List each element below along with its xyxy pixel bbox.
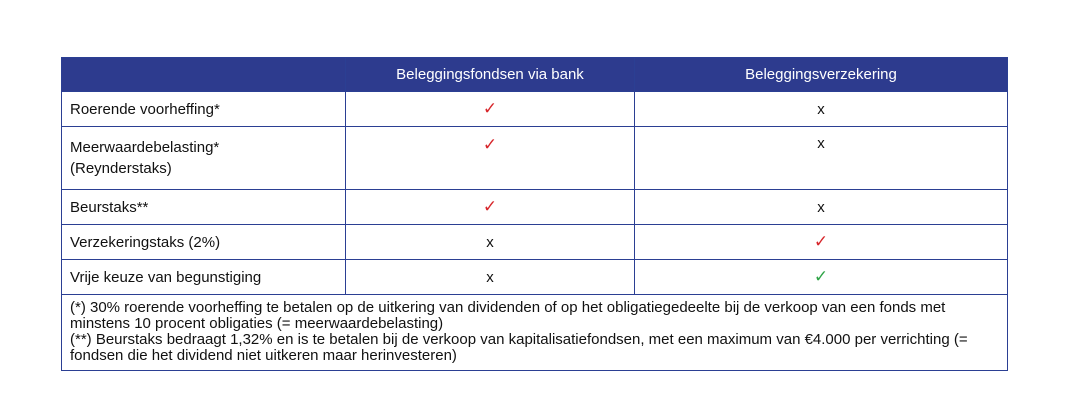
row-label: Verzekeringstaks (2%) <box>62 225 346 260</box>
row-label-line1: Meerwaardebelasting* <box>70 139 220 156</box>
bank-cell <box>346 127 635 190</box>
comparison-table-container <box>61 57 1007 371</box>
row-label <box>62 127 346 190</box>
insurance-cell <box>635 225 1008 260</box>
insurance-cell <box>635 92 1008 127</box>
comparison-table <box>61 57 1008 371</box>
header-insurance: Beleggingsverzekering <box>635 58 1008 92</box>
checkmark-icon: ✓ <box>813 232 829 251</box>
cross-icon: x <box>817 100 825 118</box>
row-label-line2: (Reynderstaks) <box>70 160 172 177</box>
table-row <box>62 225 1008 260</box>
table-row <box>62 190 1008 225</box>
checkmark-icon: ✓ <box>482 197 498 216</box>
table-row <box>62 92 1008 127</box>
checkmark-icon: ✓ <box>482 135 498 154</box>
insurance-cell <box>635 127 1008 190</box>
table-row <box>62 260 1008 295</box>
table-header-row <box>62 58 1008 92</box>
footnote-1: (*) 30% roerende voorheffing te betalen op de uitkering van dividenden of op het obligatiegedeelte bij de verkoop van een fonds met minstens 10 procent obligaties (= meerwaardebelasting) <box>70 299 946 332</box>
row-label: Vrije keuze van begunstiging <box>62 260 346 295</box>
bank-cell <box>346 260 635 295</box>
header-bank-funds: Beleggingsfondsen via bank <box>346 58 635 92</box>
insurance-cell <box>635 260 1008 295</box>
checkmark-icon: ✓ <box>482 99 498 118</box>
row-label: Beurstaks** <box>62 190 346 225</box>
checkmark-icon: ✓ <box>813 267 829 286</box>
cross-icon: x <box>486 233 494 251</box>
footnote-2: (**) Beurstaks bedraagt 1,32% en is te betalen bij de verkoop van kapitalisatiefondsen, met een maximum van €4.000 per verrichting (= fondsen die het dividend niet uitkeren maar herinvesteren) <box>70 331 968 364</box>
insurance-cell <box>635 190 1008 225</box>
table-row <box>62 127 1008 190</box>
bank-cell <box>346 92 635 127</box>
header-empty-cell <box>62 58 346 92</box>
footnotes <box>62 295 1008 371</box>
cross-icon: x <box>817 198 825 216</box>
cross-icon: x <box>486 268 494 286</box>
row-label: Roerende voorheffing* <box>62 92 346 127</box>
cross-icon: x <box>817 135 825 152</box>
bank-cell <box>346 225 635 260</box>
table-notes-row <box>62 295 1008 371</box>
bank-cell <box>346 190 635 225</box>
